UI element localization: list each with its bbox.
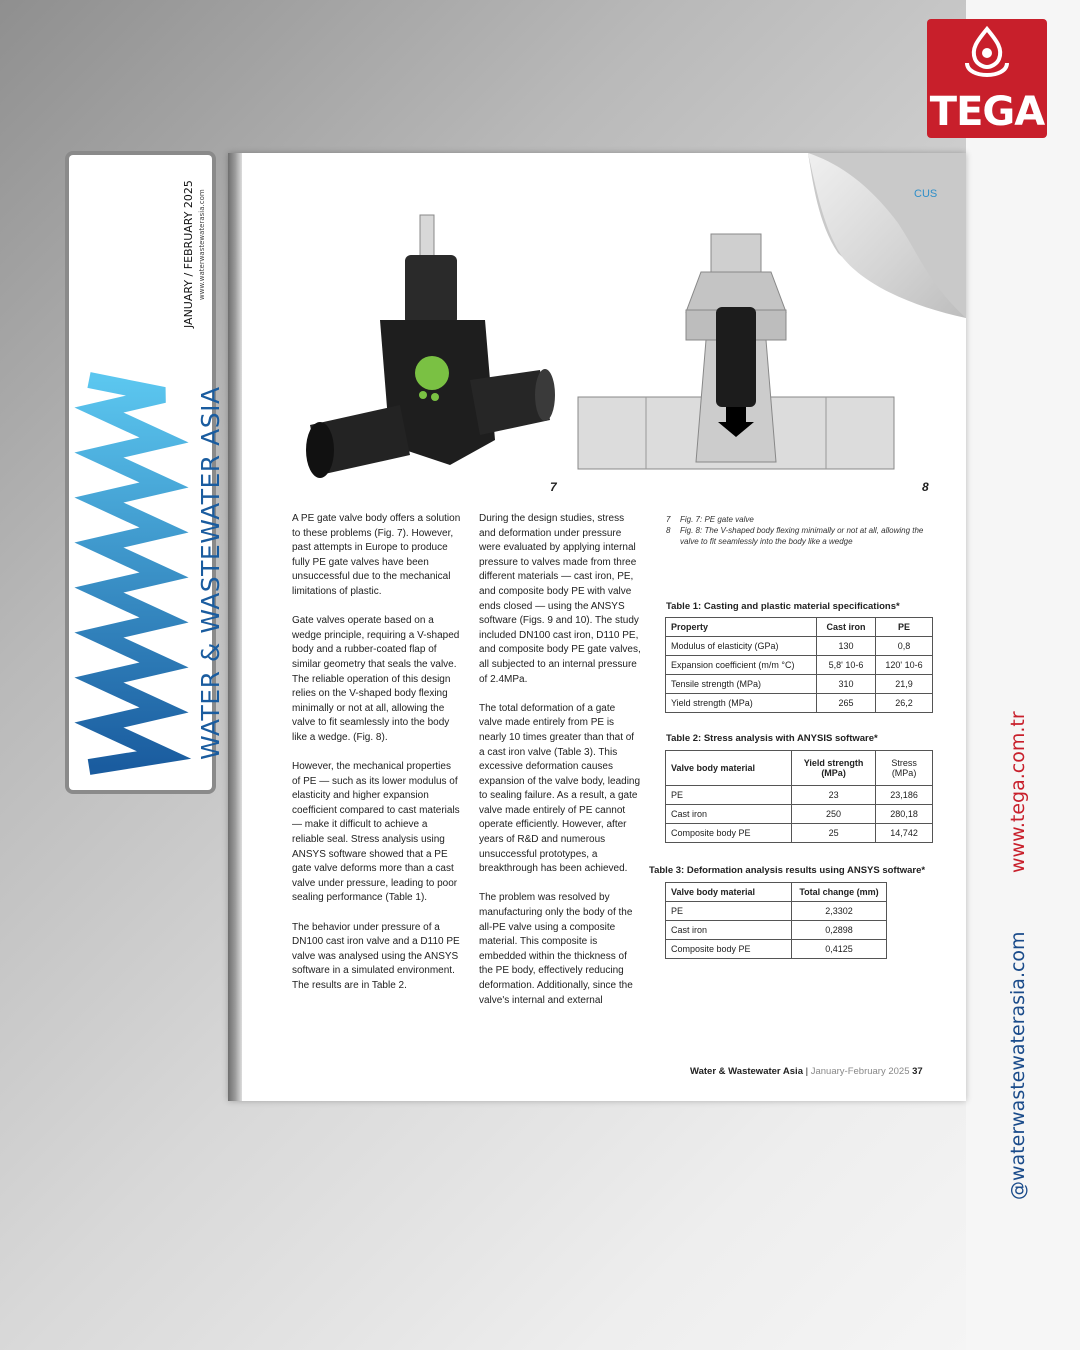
tega-logo [927, 19, 1047, 138]
article-column-2 [479, 512, 641, 1023]
table-cell: Expansion coefficient (m/m °C) [666, 656, 817, 675]
table-cell: 130 [817, 637, 876, 656]
table-cell: 14,742 [876, 824, 933, 843]
table-header: Yield strength (MPa) [792, 751, 876, 786]
figure-8-number: 8 [922, 480, 929, 494]
table-cell: 0,4125 [792, 940, 887, 959]
table-header: Stress (MPa) [876, 751, 933, 786]
table-row [666, 824, 933, 843]
table-header: Valve body material [666, 751, 792, 786]
footer-magazine: Water & Wastewater Asia [690, 1066, 803, 1077]
table-cell: 2,3302 [792, 902, 887, 921]
table-cell: 23,186 [876, 786, 933, 805]
table-header-row [666, 883, 887, 902]
table-cell: 21,9 [876, 675, 933, 694]
table-cell: 26,2 [876, 694, 933, 713]
table-2 [665, 750, 933, 843]
paragraph: The problem was resolved by manufacturing only the body of the all-PE valve using a composite material. This composite is embedded within the thickness of the PE body, effectively reducing deformation. Additionally, since the valve's internal and external [479, 892, 633, 1006]
caption-text: Fig. 8: The V-shaped body flexing minimally or not at all, allowing the valve to fit seamlessly into the body like a wedge [680, 526, 924, 546]
wedge-flap [716, 307, 756, 407]
paragraph: During the design studies, stress and deformation under pressure were evaluated by applying internal pressure to valves made from three different materials — cast iron, PE, and composite body PE with valve ends closed — using the ANSYS software (Figs. 9 and 10). The study included DN100 cast iron, D110 PE, and composite body PE gate valves, all subjected to an internal pressure of 2.4MPa. [479, 513, 641, 685]
section-tag: CUS [914, 188, 938, 200]
footer-issue: January-February 2025 [810, 1066, 910, 1077]
figure-7-number: 7 [550, 480, 557, 494]
table-3 [665, 882, 887, 959]
pe-gate-valve-figure [300, 210, 560, 480]
table-cell: 5,8' 10-6 [817, 656, 876, 675]
table-cell: PE [666, 902, 792, 921]
valve-bonnet [405, 255, 457, 325]
paragraph: Gate valves operate based on a wedge principle, requiring a V-shaped body and a rubber-coated flap of similar geometry that seals the valve. The reliable operation of this design relies on the V-shaped body flexing minimally or not at all, allowing the valve to fit seamlessly into the body like a wedge. (Fig. 8). [292, 615, 460, 743]
tega-badge-icon [415, 356, 449, 390]
table-row [666, 805, 933, 824]
table-3-title: Table 3: Deformation analysis results using ANSYS software* [649, 865, 926, 876]
paragraph: A PE gate valve body offers a solution to these problems (Fig. 7). However, past attempts in Europe to produce fully PE gate valves have been unsuccessful due to the mechanical limitations of plastic. [292, 513, 461, 597]
table-header-row [666, 618, 933, 637]
caption-number: 8 [666, 526, 671, 535]
table-cell: 0,2898 [792, 921, 887, 940]
page-binding-shadow [228, 153, 242, 1101]
logo-text: TEGA [929, 89, 1045, 135]
table-cell: Cast iron [666, 921, 792, 940]
table-header-row [666, 751, 933, 786]
table-header: PE [876, 618, 933, 637]
table-row [666, 656, 933, 675]
page-footer [690, 1066, 923, 1077]
paragraph: However, the mechanical properties of PE — such as its lower modulus of elasticity and higher expansion coefficient compared to cast materials — make it difficult to achieve a reliable seal. Stress analysis using ANSYS software showed that a PE gate valve deforms more than a cast valve under pressure, leading to poor sealing performance (Table 1). [292, 761, 460, 904]
table-1 [665, 617, 933, 713]
table-cell: 310 [817, 675, 876, 694]
table-header: Total change (mm) [792, 883, 887, 902]
wwa-handle[interactable]: @waterwastewaterasia.com [1007, 931, 1029, 1200]
table-cell: PE [666, 786, 792, 805]
spine-date: JANUARY / FEBRUARY 2025 [182, 180, 195, 328]
table-cell: Composite body PE [666, 824, 792, 843]
caption-text: Fig. 7: PE gate valve [680, 515, 754, 524]
table-cell: 23 [792, 786, 876, 805]
table-cell: Yield strength (MPa) [666, 694, 817, 713]
valve-stem [420, 215, 434, 260]
table-header: Cast iron [817, 618, 876, 637]
paragraph: The total deformation of a gate valve made entirely from PE is nearly 10 times greater than that of a cast iron valve (Table 3). This excessive deformation causes expansion of the valve body, leading to sealing failure. As a result, a gate valve made entirely of PE cannot operate efficiently. However, after years of R&D and numerous unsuccessful prototypes, a breakthrough has been achieved. [479, 702, 641, 875]
table-cell: 250 [792, 805, 876, 824]
footer-separator: | [805, 1066, 809, 1077]
table-header: Valve body material [666, 883, 792, 902]
spine-title: WATER & WASTEWATER ASIA [196, 386, 225, 760]
footer-page-number: 37 [912, 1066, 923, 1077]
table-row [666, 694, 933, 713]
table-row [666, 902, 887, 921]
table-cell: 280,18 [876, 805, 933, 824]
table-cell: Modulus of elasticity (GPa) [666, 637, 817, 656]
table-row [666, 675, 933, 694]
table-cell: 25 [792, 824, 876, 843]
table-cell: Composite body PE [666, 940, 792, 959]
table-cell: Cast iron [666, 805, 792, 824]
figure-captions [666, 514, 936, 547]
table-cell: 120' 10-6 [876, 656, 933, 675]
table-row [666, 921, 887, 940]
paragraph: The behavior under pressure of a DN100 cast iron valve and a D110 PE valve was analysed using the ANSYS software in a simulated environment. The results are in Table 2. [292, 921, 460, 991]
table-row [666, 637, 933, 656]
tega-url[interactable]: www.tega.com.tr [1007, 711, 1029, 873]
table-row [666, 786, 933, 805]
spine-website: www.waterwastewaterasia.com [198, 189, 206, 300]
caption-number: 7 [666, 515, 671, 524]
table-row [666, 940, 887, 959]
table-2-title: Table 2: Stress analysis with ANYSIS software* [666, 733, 878, 744]
v-body-cross-section-figure [576, 232, 896, 472]
table-cell: 0,8 [876, 637, 933, 656]
table-header: Property [666, 618, 817, 637]
table-cell: 265 [817, 694, 876, 713]
article-column-1 [292, 512, 462, 1008]
table-cell: Tensile strength (MPa) [666, 675, 817, 694]
table-1-title: Table 1: Casting and plastic material specifications* [666, 601, 900, 612]
